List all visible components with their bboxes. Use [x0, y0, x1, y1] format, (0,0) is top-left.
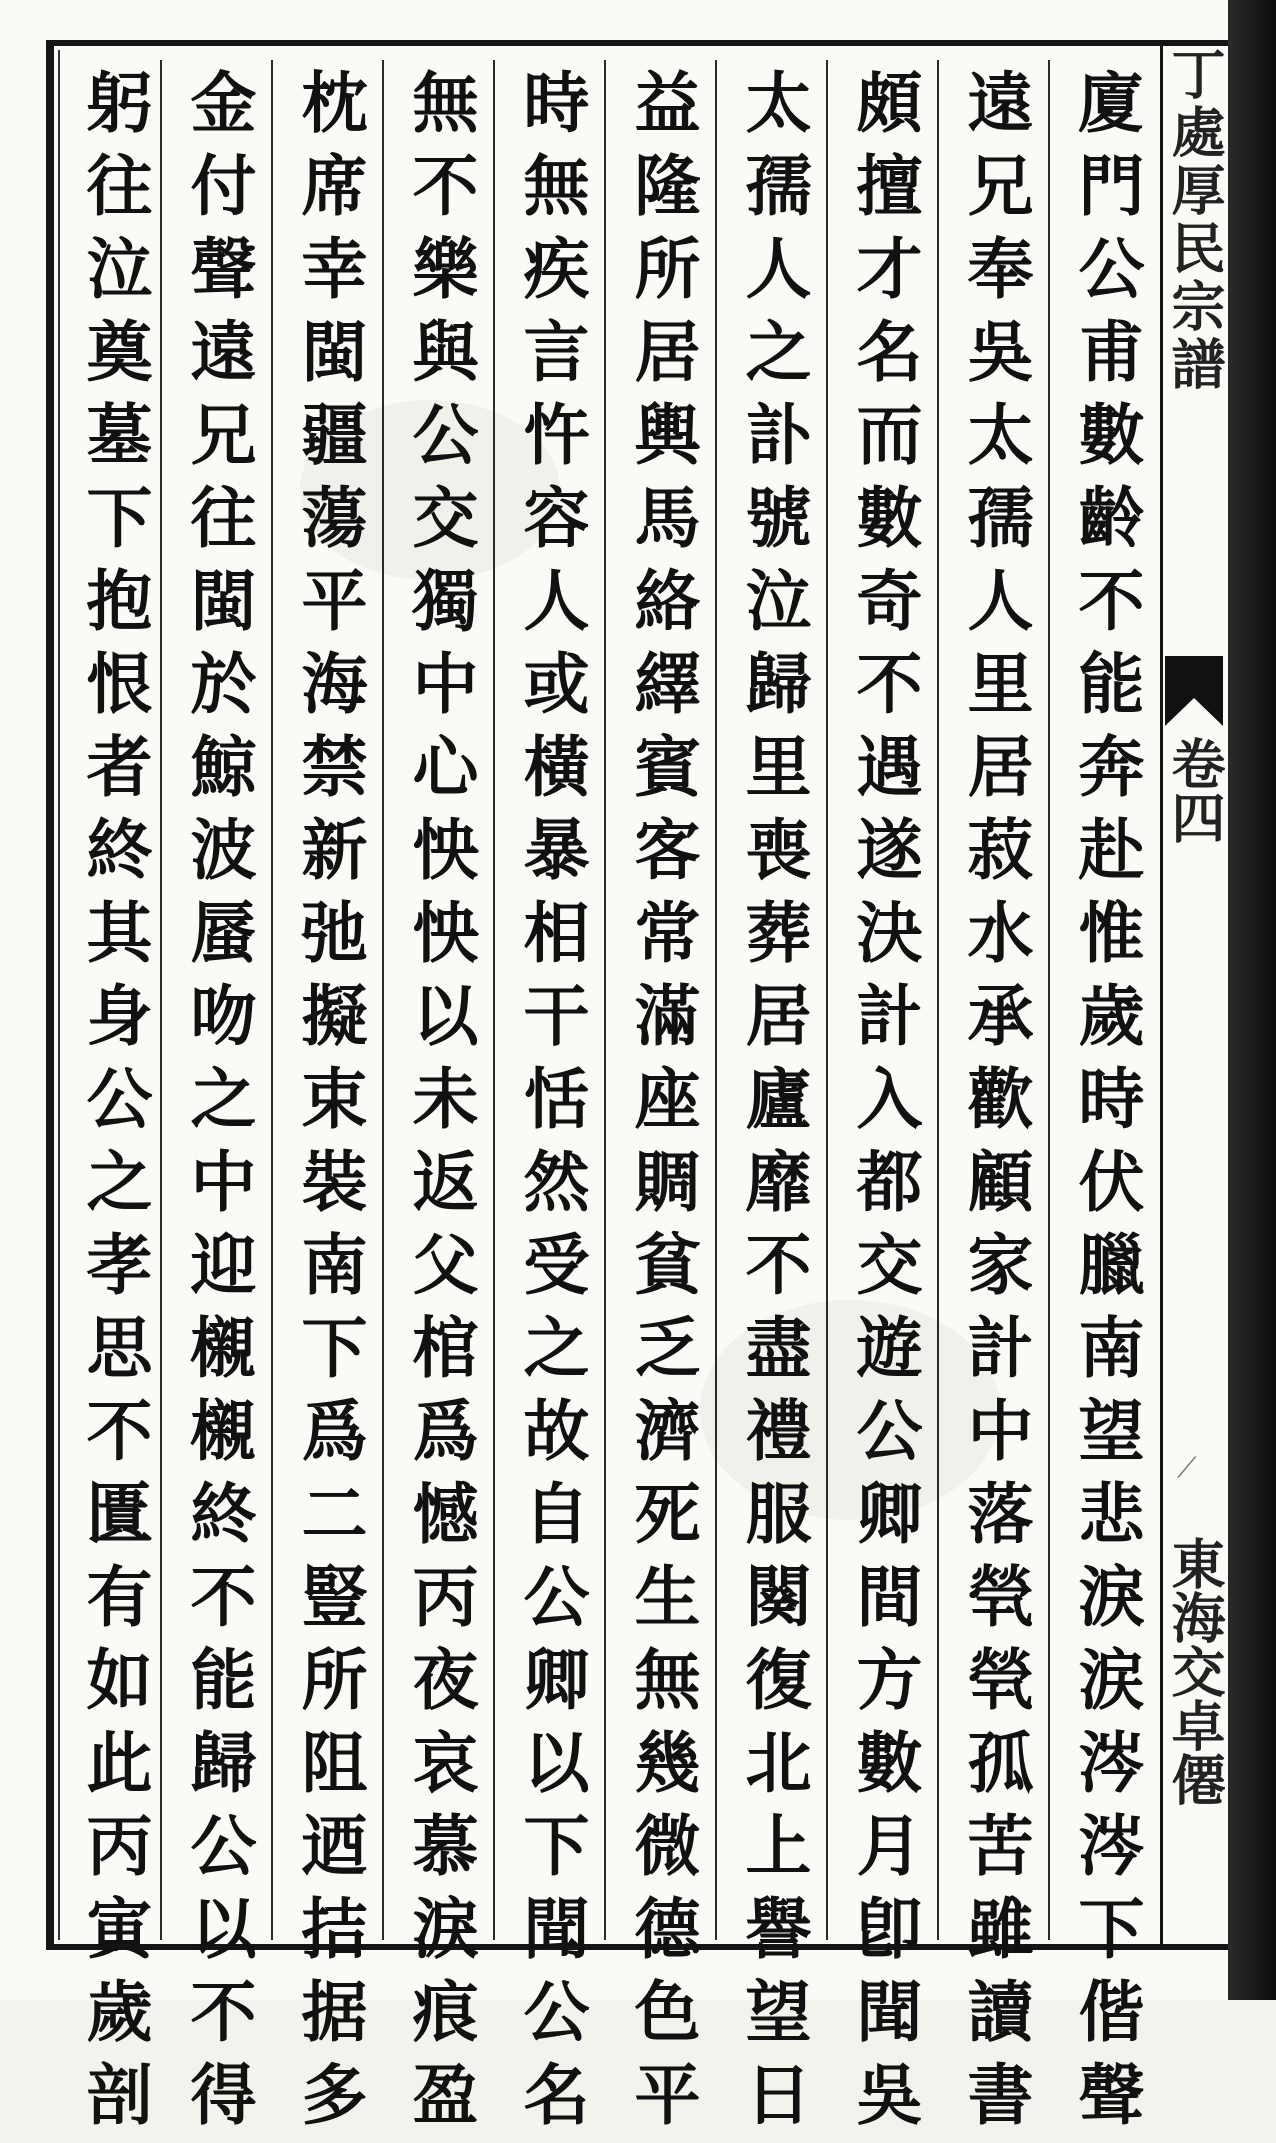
text-column-1	[1050, 60, 1162, 2143]
text-column-5	[606, 60, 718, 2143]
volume-label: 卷四	[1163, 736, 1227, 844]
banner-bottom-text: 東海交卓僊	[1163, 1536, 1227, 1806]
column-text: 枕席幸閩疆蕩平海禁新弛擬束裝南下爲二豎所阻迺拮据多	[290, 68, 368, 2143]
ink-fleck-icon: ⟋	[1177, 1451, 1197, 1484]
column-text: 時無疾言忤容人或橫暴相干恬然受之故自公卿以下聞公名	[512, 68, 590, 2143]
text-column-7	[384, 60, 496, 2143]
text-column-4	[717, 60, 829, 2143]
center-banner	[1160, 46, 1227, 1944]
column-text: 益隆所居輿馬絡繹賓客常滿座賙貧乏濟死生無幾微德色平	[623, 68, 701, 2143]
book-title: 丁處厚民宗譜	[1163, 46, 1227, 394]
text-column-9	[162, 60, 274, 2143]
column-text: 遠兄奉吳太孺人里居菽水承歡顧家計中落煢煢孤苦雖讀書	[956, 68, 1034, 2143]
column-text: 躬往泣奠墓下抱恨者終其身公之孝思不匱有如此丙寅歲剖	[75, 68, 153, 2143]
text-column-3	[828, 60, 940, 2143]
book-spine	[1228, 0, 1276, 2000]
column-text: 廈門公甫數齡不能奔赴惟歲時伏臘南望悲淚涙涔涔下偕聲	[1067, 68, 1145, 2143]
column-text: 頗擅才名而數奇不遇遂決計入都交遊公卿間方數月卽聞吳	[845, 68, 923, 2143]
column-text: 金付聲遠兄往閩於鯨波蜃吻之中迎櫬櫬終不能歸公以不得	[179, 68, 257, 2143]
text-column-2	[939, 60, 1051, 2143]
text-column-8	[273, 60, 385, 2143]
text-column-10	[58, 60, 160, 2143]
fishtail-mark-icon	[1165, 656, 1223, 726]
column-text: 無不樂與公交獨中心怏怏以未返父棺爲憾丙夜哀慕淚痕盈	[401, 68, 479, 2143]
text-column-6	[495, 60, 607, 2143]
column-text: 太孺人之訃號泣歸里喪葬居廬靡不盡禮服闋復北上譽望日	[734, 68, 812, 2143]
